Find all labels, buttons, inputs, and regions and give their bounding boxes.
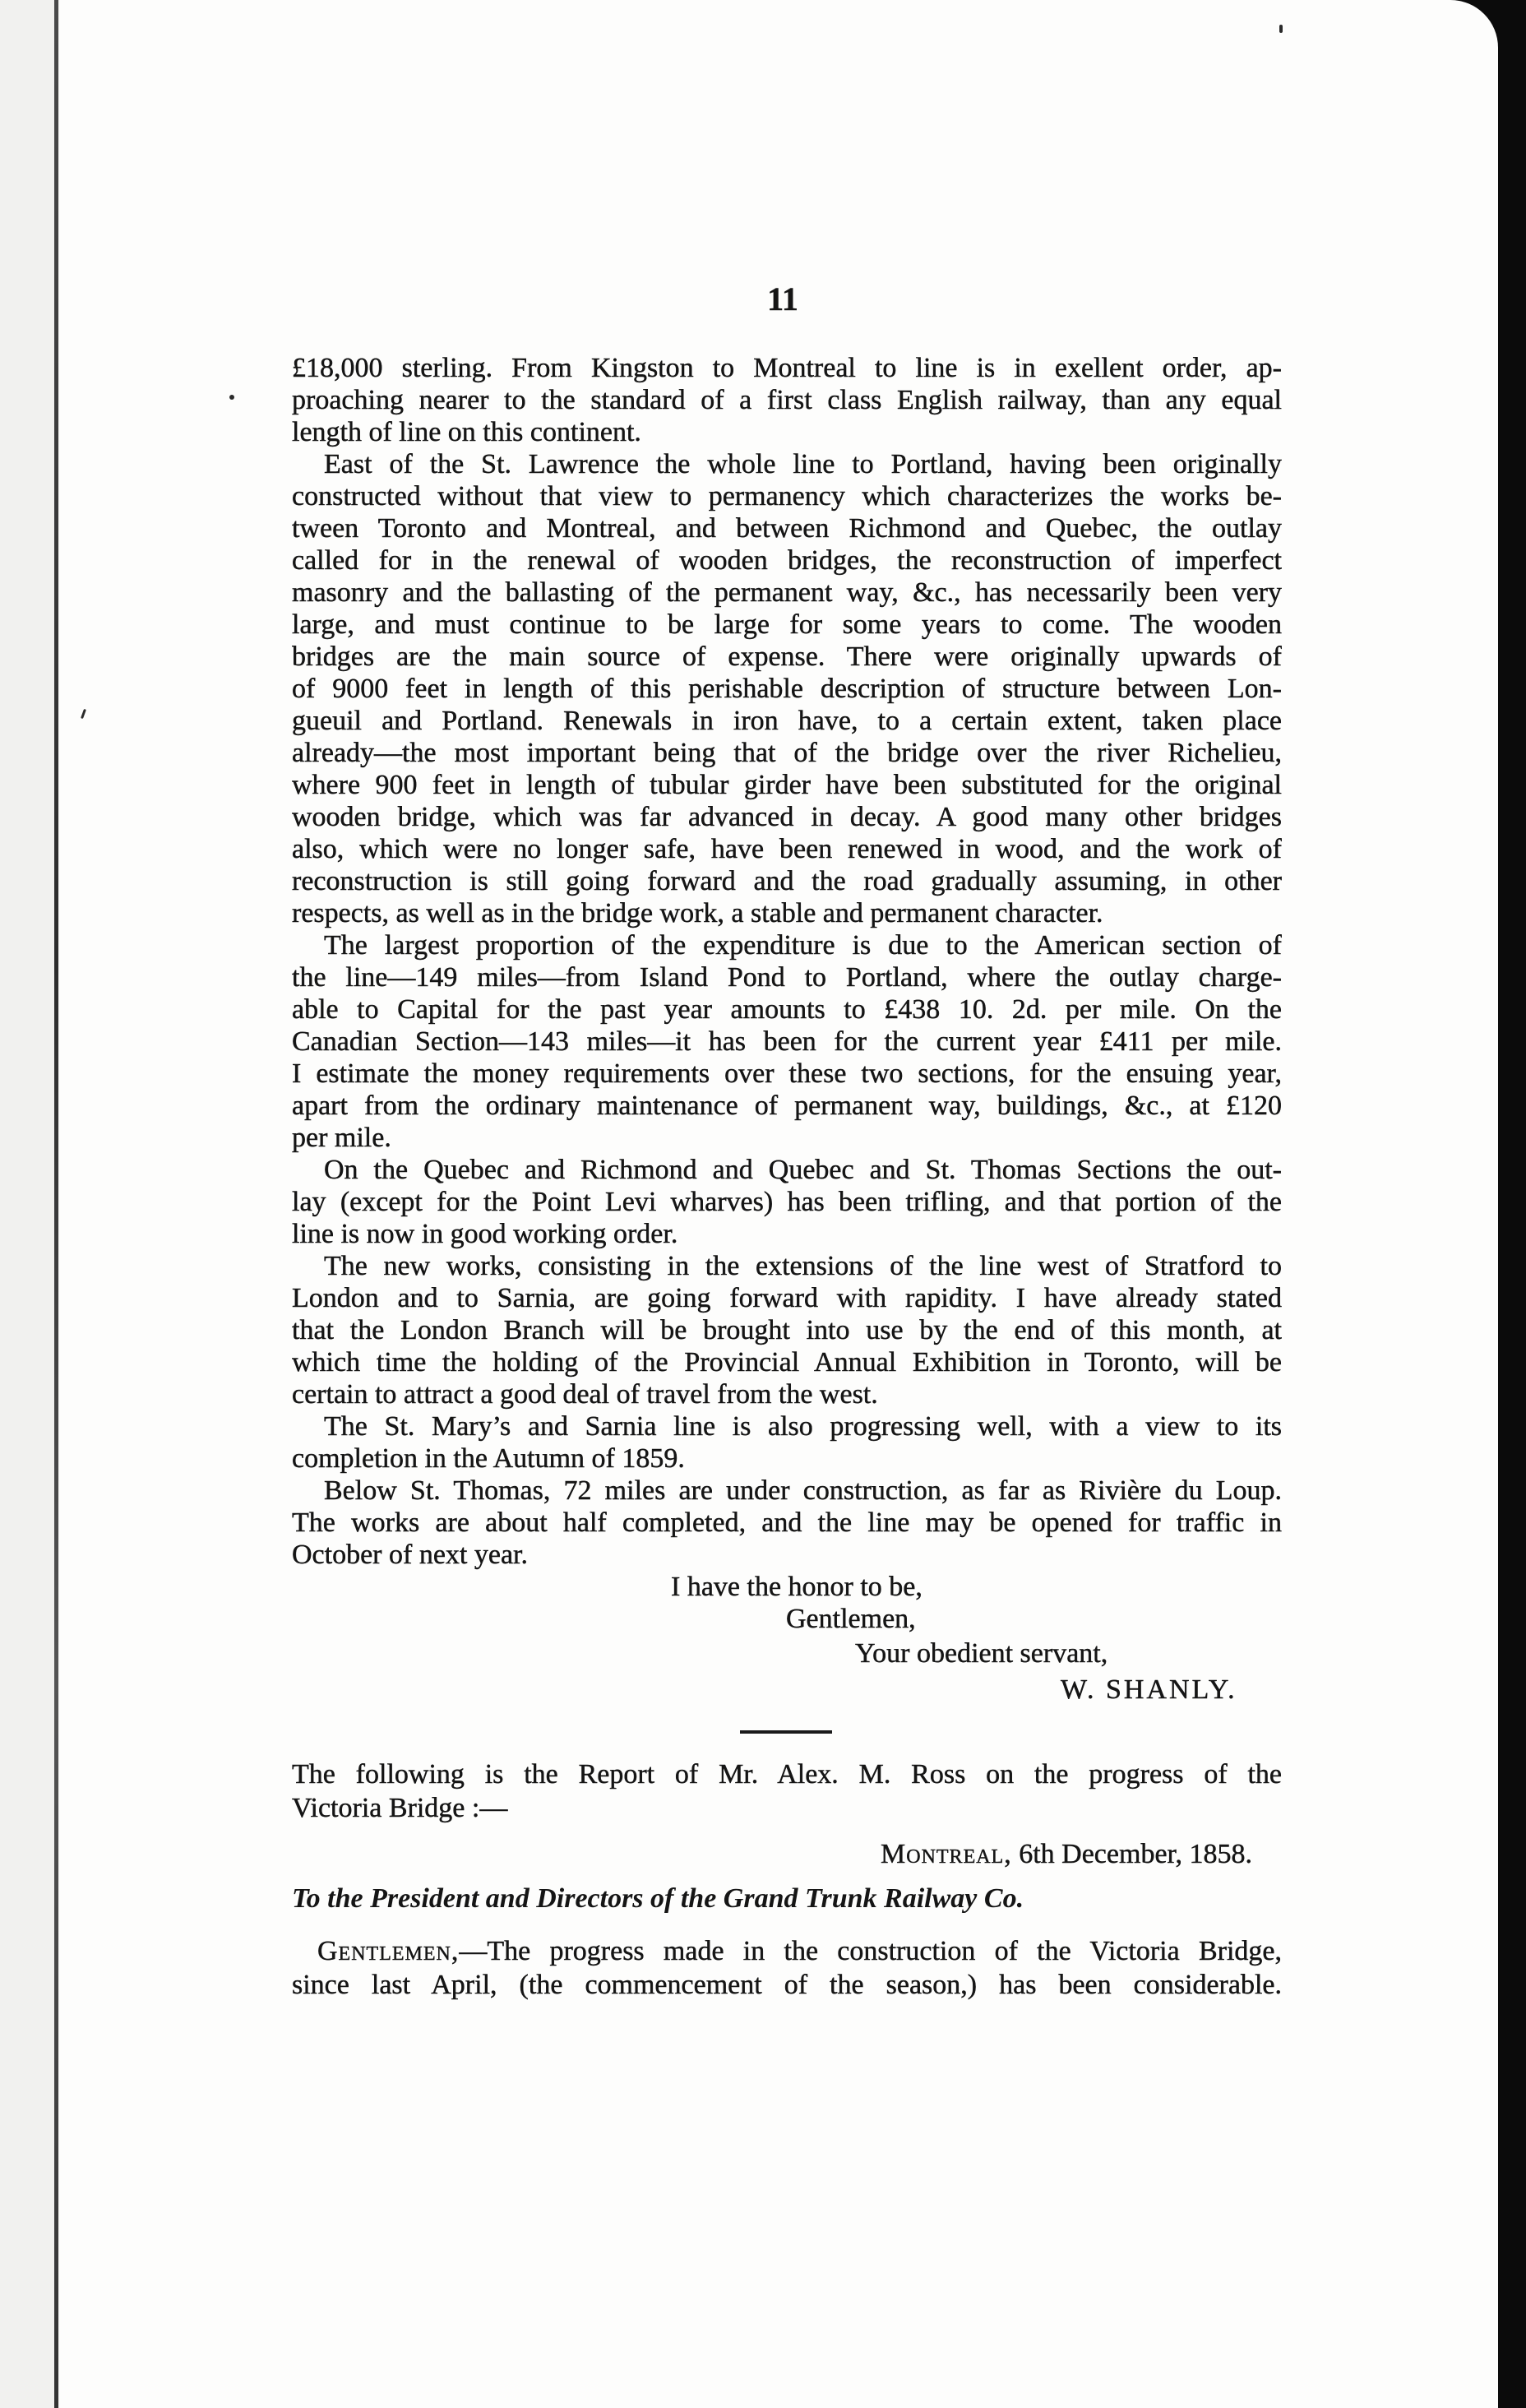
text-line: line is now in good working order.	[292, 1219, 678, 1249]
paragraph	[292, 1410, 1282, 1475]
body-text	[292, 352, 1282, 1571]
text-line: that the London Branch will be brought into use by the end of this month, at	[292, 1315, 1282, 1345]
text-line: London and to Sarnia, are going forward with rapidity. I have already stated	[292, 1283, 1282, 1313]
text-line: reconstruction is still going forward and the road gradually assuming, in other	[292, 866, 1282, 896]
text-line: Victoria Bridge :—	[292, 1793, 508, 1823]
closing-addressee: Gentlemen,	[786, 1604, 916, 1634]
paragraph	[292, 1154, 1282, 1250]
signature: W. SHANLY.	[1061, 1674, 1237, 1705]
text-line: length of line on this continent.	[292, 417, 641, 447]
scan-speck	[1279, 25, 1283, 33]
text-line: per mile.	[292, 1123, 391, 1153]
text-line: since last April, (the commencement of the season,) has been considerable.	[292, 1970, 1282, 2000]
text-line: Canadian Section—143 miles—it has been for the current year £411 per mile.	[292, 1026, 1282, 1057]
text-line: The largest proportion of the expenditure is due to the American section of	[324, 930, 1282, 961]
text-line: lay (except for the Point Levi wharves) has been trifling, and that portion of the	[292, 1187, 1282, 1217]
text-line: October of next year.	[292, 1540, 528, 1570]
text-line: where 900 feet in length of tubular girder have been substituted for the original	[292, 770, 1282, 800]
letter-first-line: —The progress made in the construction of the Victoria Bridge,	[459, 1936, 1282, 1966]
text-line: Below St. Thomas, 72 miles are under construction, as far as Rivière du Loup.	[324, 1475, 1282, 1506]
letter-body	[292, 1934, 1282, 2002]
dateline-place: Montreal,	[881, 1839, 1012, 1869]
text-line: respects, as well as in the bridge work, a stable and permanent character.	[292, 898, 1103, 928]
text-line	[292, 1934, 1282, 1968]
dateline-date: 6th December, 1858.	[1011, 1839, 1252, 1869]
text-line: certain to attract a good deal of travel from the west.	[292, 1379, 878, 1410]
text-line: which time the holding of the Provincial Annual Exhibition in Toronto, will be	[292, 1347, 1282, 1378]
text-line: completion in the Autumn of 1859.	[292, 1443, 685, 1474]
text-line: On the Quebec and Richmond and Quebec and St. Thomas Sections the out-	[324, 1155, 1282, 1185]
letter-address: To the President and Directors of the Grand Trunk Railway Co.	[292, 1883, 1024, 1914]
dateline	[292, 1838, 1252, 1870]
section-divider-rule	[740, 1730, 832, 1734]
paragraph	[292, 1250, 1282, 1410]
text-line: £18,000 sterling. From Kingston to Montreal to line is in exellent order, ap-	[292, 353, 1282, 383]
text-line: also, which were no longer safe, have been renewed in wood, and the work of	[292, 834, 1282, 864]
text-line: gueuil and Portland. Renewals in iron have, to a certain extent, taken place	[292, 706, 1282, 736]
text-line: The works are about half completed, and the line may be opened for traffic in	[292, 1507, 1282, 1538]
book-gutter-edge	[54, 0, 58, 2408]
continued-paragraph	[292, 352, 1282, 448]
text-line: masonry and the ballasting of the permanent way, &c., has necessarily been very	[292, 577, 1282, 608]
text-line: East of the St. Lawrence the whole line to Portland, having been originally	[324, 449, 1282, 479]
paragraph	[292, 1475, 1282, 1571]
text-line: The new works, consisting in the extensions of the line west of Stratford to	[324, 1251, 1282, 1281]
closing-valediction: Your obedient servant,	[855, 1638, 1108, 1669]
page-number: 11	[767, 280, 798, 317]
text-line: I estimate the money requirements over these two sections, for the ensuing year,	[292, 1058, 1282, 1089]
paragraph	[292, 929, 1282, 1154]
text-line: able to Capital for the past year amounts to £438 10. 2d. per mile. On the	[292, 994, 1282, 1025]
text-line: wooden bridge, which was far advanced in decay. A good many other bridges	[292, 802, 1282, 832]
text-line: constructed without that view to permanency which characterizes the works be-	[292, 481, 1282, 512]
paragraph	[292, 448, 1282, 929]
closing-complimentary: I have the honor to be,	[671, 1572, 923, 1602]
text-line: called for in the renewal of wooden bridges, the reconstruction of imperfect	[292, 545, 1282, 576]
text-line: The following is the Report of Mr. Alex. M. Ross on the progress of the	[292, 1759, 1282, 1790]
letter-salutation: Gentlemen,	[317, 1936, 460, 1966]
text-line: The St. Mary’s and Sarnia line is also progressing well, with a view to its	[324, 1411, 1282, 1442]
text-line: of 9000 feet in length of this perishable description of structure between Lon-	[292, 674, 1282, 704]
text-line: the line—149 miles—from Island Pond to Portland, where the outlay charge-	[292, 962, 1282, 993]
text-line: bridges are the main source of expense. There were originally upwards of	[292, 641, 1282, 672]
report-intro	[292, 1757, 1282, 1825]
text-line: tween Toronto and Montreal, and between Richmond and Quebec, the outlay	[292, 513, 1282, 544]
text-line: large, and must continue to be large for some years to come. The wooden	[292, 609, 1282, 640]
scan-speck	[229, 395, 234, 400]
text-line: apart from the ordinary maintenance of permanent way, buildings, &c., at £120	[292, 1091, 1282, 1121]
text-line: already—the most important being that of the bridge over the river Richelieu,	[292, 738, 1282, 768]
text-line: proaching nearer to the standard of a first class English railway, than any equal	[292, 385, 1282, 415]
